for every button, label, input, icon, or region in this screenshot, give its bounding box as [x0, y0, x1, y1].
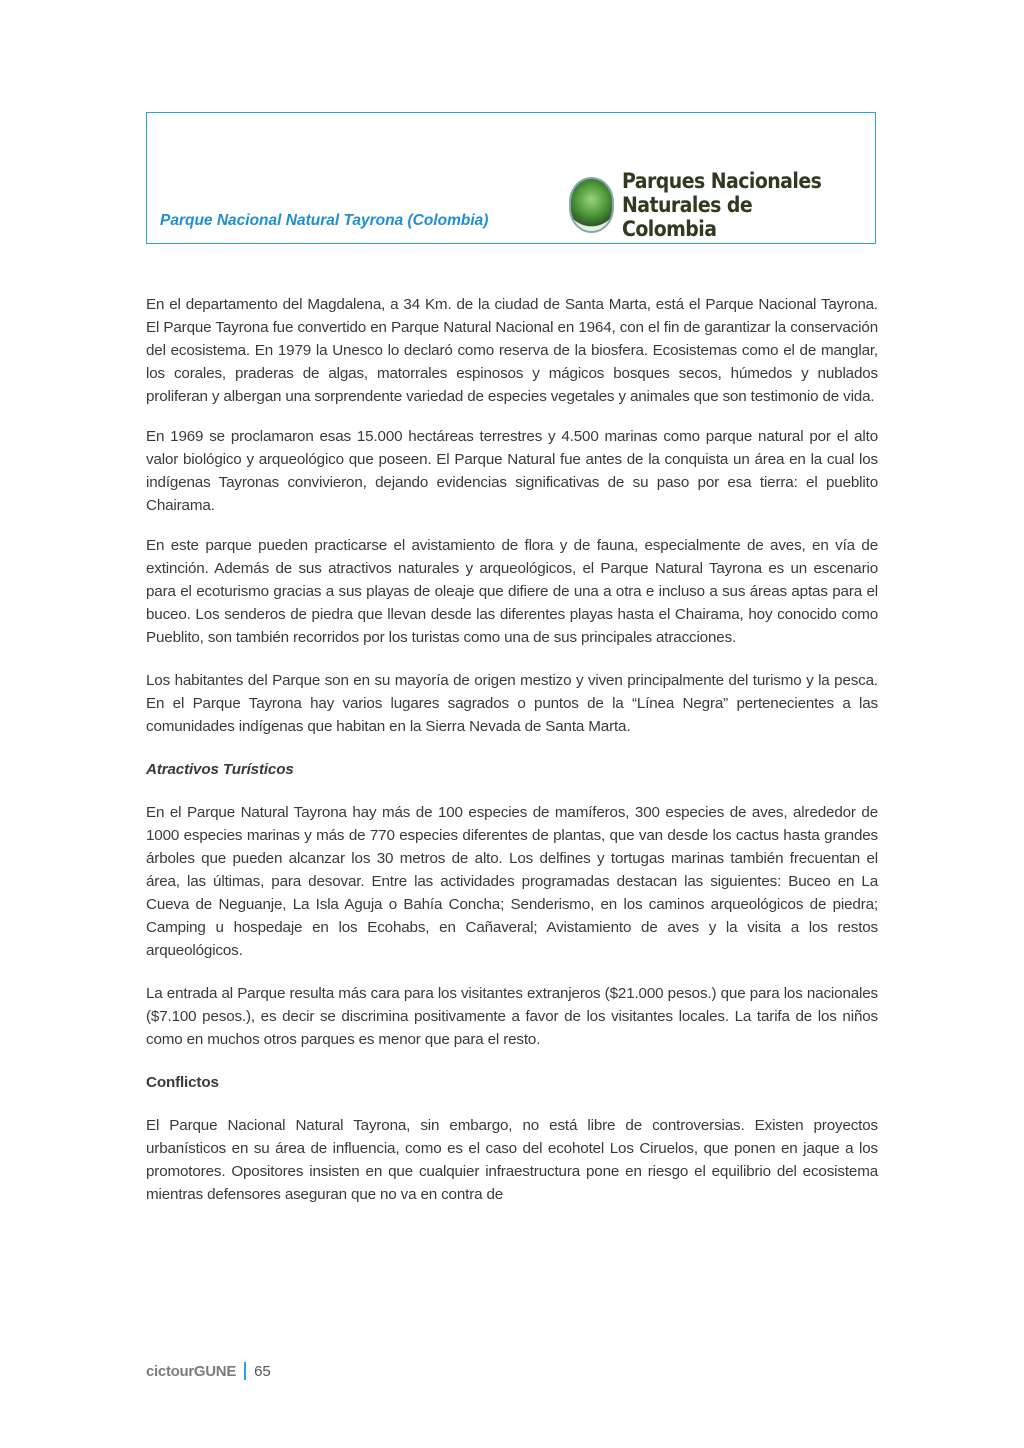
body-text — [146, 293, 878, 1223]
header-box — [146, 112, 876, 244]
parques-nacionales-logo — [569, 169, 875, 241]
paragraph: En el Parque Natural Tayrona hay más de 100 especies de mamíferos, 300 especies de aves, alrededor de 1000 especies marinas y más de 770 especies diferentes de plantas, que van desde los cactus hasta grandes árboles que pueden alcanzar los 30 metros de alto. Los delfines y tortugas marinas también frecuentan el área, las últimas, para desovar. Entre las actividades programadas destacan las siguientes: Buceo en La Cueva de Neguanje, La Isla Aguja o Bahía Concha; Senderismo, en los caminos arqueológicos de piedra; Camping u hospedaje en los Ecohabs, en Cañaveral; Avistamiento de aves y la visita a los restos arqueológicos. — [146, 804, 878, 959]
section-heading: Conflictos — [146, 1074, 219, 1091]
paragraph: En el departamento del Magdalena, a 34 Km. de la ciudad de Santa Marta, está el Parque Nacional Tayrona. El Parque Tayrona fue convertido en Parque Natural Nacional en 1964, con el fin de garantizar la conservación del ecosistema. En 1979 la Unesco lo declaró como reserva de la biosfera. Ecosistemas como el de manglar, los corales, praderas de algas, matorrales espinosos y mágicos bosques secos, húmedos y nublados proliferan y albergan una sorprendente variedad de especies vegetales y animales que son testimonio de vida. — [146, 296, 878, 405]
logo-line2: Naturales de Colombia — [622, 193, 753, 241]
section-heading: Atractivos Turísticos — [146, 761, 294, 778]
page-number: 65 — [254, 1362, 271, 1380]
logo-line1: Parques Nacionales — [622, 169, 822, 193]
footer-brand-logo: cictourGUNE — [146, 1362, 237, 1380]
paragraph: En 1969 se proclamaron esas 15.000 hectáreas terrestres y 4.500 marinas como parque natural por el alto valor biológico y arqueológico que poseen. El Parque Natural fue antes de la conquista un área en la cual los indígenas Tayronas convivieron, dejando evidencias significativas de su paso por esa tierra: el pueblito Chairama. — [146, 428, 878, 514]
paragraph: El Parque Nacional Natural Tayrona, sin embargo, no está libre de controversias. Existen proyectos urbanísticos en su área de influencia, como es el caso del ecohotel Los Ciruelos, que ponen en jaque a los promotores. Opositores insisten en que cualquier infraestructura pone en riesgo el equilibrio del ecosistema mientras defensores aseguran que no va en contra de — [146, 1117, 878, 1203]
paragraph: La entrada al Parque resulta más cara para los visitantes extranjeros ($21.000 pesos.) que para los nacionales ($7.100 pesos.), es decir se discrimina positivamente a favor de los visitantes locales. La tarifa de los niños como en muchos otros parques es menor que para el resto. — [146, 985, 878, 1048]
document-title: Parque Nacional Natural Tayrona (Colombia) — [160, 212, 489, 229]
paragraph: En este parque pueden practicarse el avistamiento de flora y de fauna, especialmente de aves, en vía de extinción. Además de sus atractivos naturales y arqueológicos, el Parque Natural Tayrona es un escenario para el ecoturismo gracias a sus playas de oleaje que difiere de una a otra e incluso a sus áreas aptas para el buceo. Los senderos de piedra que llevan desde las diferentes playas hasta el Chairama, hoy conocido como Pueblito, son también recorridos por los turistas como una de sus principales atracciones. — [146, 537, 878, 646]
footer-divider — [244, 1362, 246, 1380]
park-seal-icon — [569, 177, 614, 233]
paragraph: Los habitantes del Parque son en su mayoría de origen mestizo y viven principalmente del turismo y la pesca. En el Parque Tayrona hay varios lugares sagrados o puntos de la “Línea Negra” pertenecientes a las comunidades indígenas que habitan en la Sierra Nevada de Santa Marta. — [146, 672, 878, 735]
page-footer — [146, 1362, 271, 1380]
